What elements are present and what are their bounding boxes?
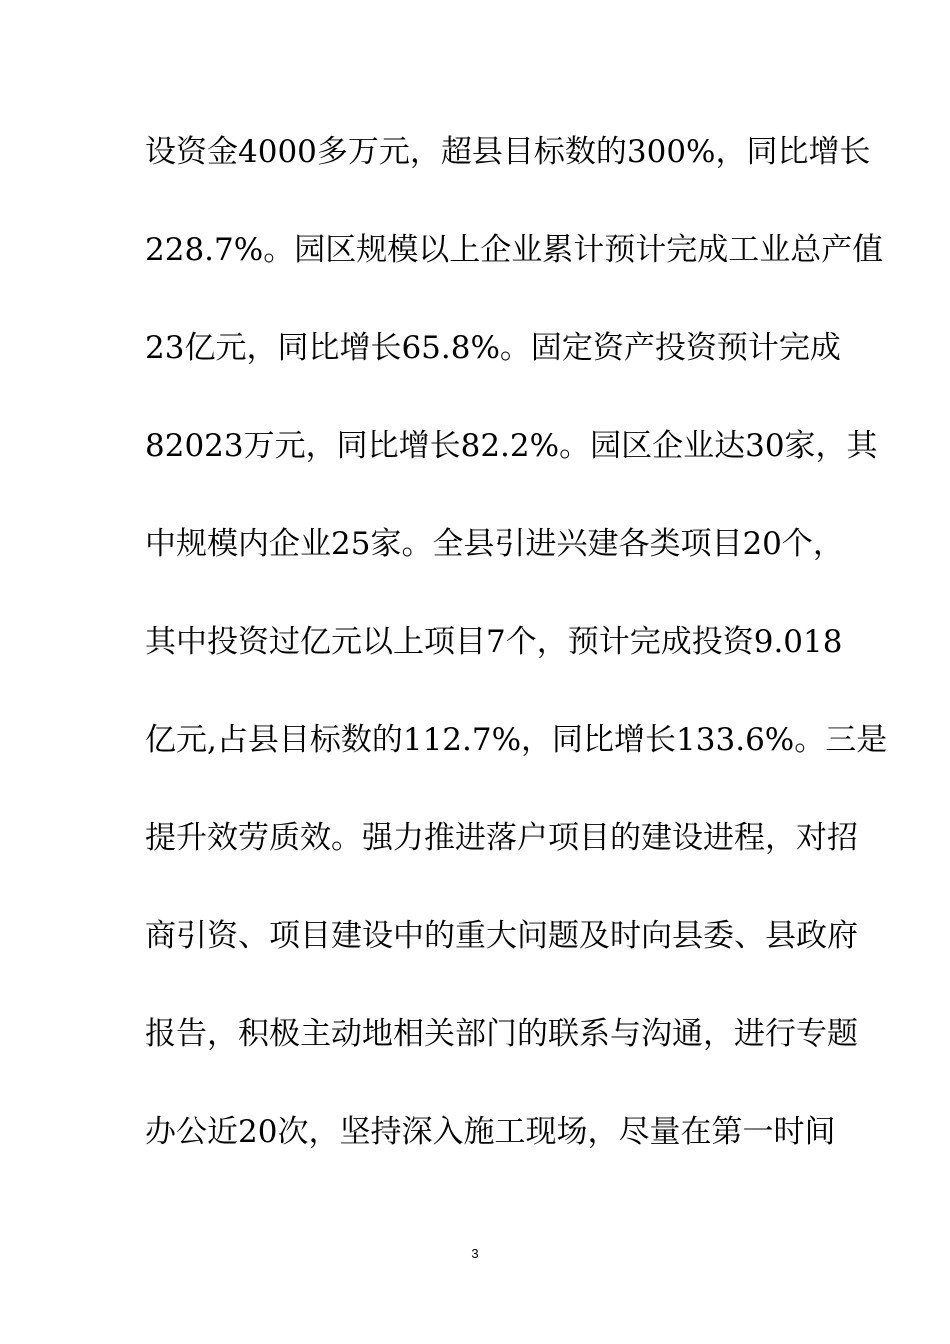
body-text-line-2: 228.7%。园区规模以上企业累计预计完成工业总产值	[145, 232, 884, 268]
body-text-line-11: 办公近20次，坚持深入施工现场，尽量在第一时间	[145, 1114, 836, 1150]
body-text-line-10: 报告，积极主动地相关部门的联系与沟通，进行专题	[145, 1016, 858, 1052]
body-text-line-6: 其中投资过亿元以上项目7个，预计完成投资9.018	[145, 624, 843, 660]
body-text-line-9: 商引资、项目建设中的重大问题及时向县委、县政府	[145, 918, 858, 954]
body-text-line-3: 23亿元，同比增长65.8%。固定资产投资预计完成	[145, 330, 841, 366]
body-text-line-5: 中规模内企业25家。全县引进兴建各类项目20个，	[145, 526, 844, 562]
body-text-line-8: 提升效劳质效。强力推进落户项目的建设进程，对招	[145, 820, 858, 856]
body-text-line-1: 设资金4000多万元，超县目标数的300%，同比增长	[145, 134, 871, 170]
page-number: 3	[471, 1246, 479, 1261]
body-text-line-7: 亿元,占县目标数的112.7%，同比增长133.6%。三是	[145, 722, 888, 758]
body-text-line-4: 82023万元，同比增长82.2%。园区企业达30家，其	[145, 428, 878, 464]
